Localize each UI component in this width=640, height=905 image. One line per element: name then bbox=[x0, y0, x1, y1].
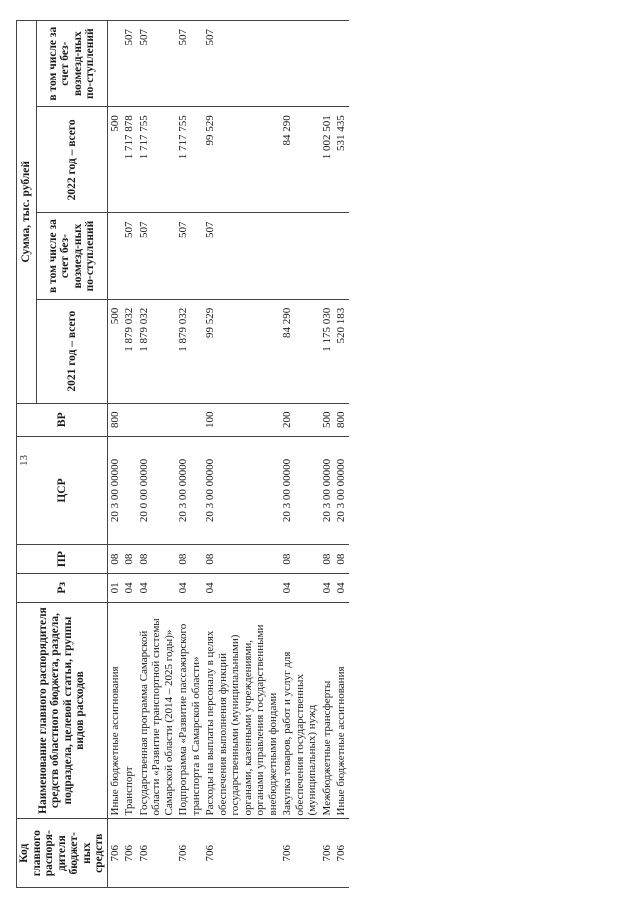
row-name: Закупка товаров, работ и услуг для обеспечения государственных (муниципальных) нужд bbox=[280, 602, 320, 819]
row-2021-total: 1 879 032 bbox=[176, 299, 203, 403]
row-rz: 04 bbox=[280, 573, 320, 602]
row-2021-sub bbox=[107, 213, 122, 299]
table-header bbox=[17, 21, 108, 888]
row-vr bbox=[176, 403, 203, 436]
row-2022-total: 531 435 bbox=[334, 107, 349, 213]
row-name: Иные бюджетные ассигнования bbox=[107, 602, 122, 819]
row-csr: 20 3 00 00000 bbox=[334, 436, 349, 544]
row-2022-total: 1 717 755 bbox=[176, 107, 203, 213]
row-code: 706 bbox=[203, 819, 280, 888]
header-sum-group: Сумма, тыс. рублей bbox=[17, 21, 37, 404]
table-row bbox=[176, 21, 203, 888]
row-2022-total: 1 717 878 bbox=[122, 107, 137, 213]
row-rz: 01 bbox=[107, 573, 122, 602]
row-pr: 08 bbox=[320, 545, 335, 574]
row-2022-sub: 507 bbox=[137, 21, 177, 107]
table-row bbox=[203, 21, 280, 888]
row-csr: 20 0 00 00000 bbox=[137, 436, 177, 544]
row-rz: 04 bbox=[122, 573, 137, 602]
row-2021-total: 500 bbox=[107, 299, 122, 403]
row-code: 706 bbox=[280, 819, 320, 888]
row-vr: 800 bbox=[107, 403, 122, 436]
row-code: 706 bbox=[137, 819, 177, 888]
row-code: 706 bbox=[320, 819, 335, 888]
header-2021-sub: в том числе за счет без-возмезд-ных по-ступлений bbox=[37, 213, 107, 299]
row-2021-total: 99 529 bbox=[203, 299, 280, 403]
row-vr: 200 bbox=[280, 403, 320, 436]
row-name: Подпрограмма «Развитие пассажирского транспорта в Самарской области» bbox=[176, 602, 203, 819]
row-code: 706 bbox=[107, 819, 122, 888]
row-vr: 500 bbox=[320, 403, 335, 436]
table-row bbox=[107, 21, 122, 888]
rotated-page bbox=[16, 20, 606, 888]
row-2021-sub bbox=[320, 213, 335, 299]
row-2022-total: 99 529 bbox=[203, 107, 280, 213]
row-csr: 20 3 00 00000 bbox=[176, 436, 203, 544]
row-rz: 04 bbox=[137, 573, 177, 602]
header-csr: ЦСР bbox=[17, 436, 108, 544]
header-vr: ВР bbox=[17, 403, 108, 436]
budget-table bbox=[16, 20, 349, 888]
row-2022-sub bbox=[320, 21, 335, 107]
table-row bbox=[320, 21, 335, 888]
row-csr: 20 3 00 00000 bbox=[203, 436, 280, 544]
row-csr: 20 3 00 00000 bbox=[107, 436, 122, 544]
row-csr: 20 3 00 00000 bbox=[320, 436, 335, 544]
row-2022-total: 84 290 bbox=[280, 107, 320, 213]
table-row bbox=[334, 21, 349, 888]
row-2021-total: 1 879 032 bbox=[122, 299, 137, 403]
row-code: 706 bbox=[176, 819, 203, 888]
table-row bbox=[280, 21, 320, 888]
row-rz: 04 bbox=[176, 573, 203, 602]
header-2022-sub: в том числе за счет без-возмезд-ных по-ступлений bbox=[37, 21, 107, 107]
row-2022-sub bbox=[334, 21, 349, 107]
row-2021-sub: 507 bbox=[203, 213, 280, 299]
table-row bbox=[122, 21, 137, 888]
row-2021-total: 1 879 032 bbox=[137, 299, 177, 403]
row-2021-total: 84 290 bbox=[280, 299, 320, 403]
row-csr bbox=[122, 436, 137, 544]
row-2022-sub: 507 bbox=[203, 21, 280, 107]
row-rz: 04 bbox=[334, 573, 349, 602]
row-code: 706 bbox=[122, 819, 137, 888]
row-2021-sub bbox=[280, 213, 320, 299]
row-2021-total: 520 183 bbox=[334, 299, 349, 403]
row-2021-sub: 507 bbox=[137, 213, 177, 299]
row-vr: 100 bbox=[203, 403, 280, 436]
row-rz: 04 bbox=[320, 573, 335, 602]
row-2022-total: 500 bbox=[107, 107, 122, 213]
row-2022-total: 1 002 501 bbox=[320, 107, 335, 213]
row-rz: 04 bbox=[203, 573, 280, 602]
table-body bbox=[107, 21, 349, 888]
header-2022-total: 2022 год – всего bbox=[37, 107, 107, 213]
row-2022-sub: 507 bbox=[176, 21, 203, 107]
row-vr: 800 bbox=[334, 403, 349, 436]
table-row bbox=[137, 21, 177, 888]
row-2021-total: 1 175 030 bbox=[320, 299, 335, 403]
row-name: Транспорт bbox=[122, 602, 137, 819]
row-2021-sub: 507 bbox=[176, 213, 203, 299]
page-number: 13 bbox=[18, 455, 30, 466]
row-pr: 08 bbox=[203, 545, 280, 574]
header-pr: ПР bbox=[17, 545, 108, 574]
row-csr: 20 3 00 00000 bbox=[280, 436, 320, 544]
row-pr: 08 bbox=[334, 545, 349, 574]
row-name: Расходы на выплаты персоналу в целях обеспечения выполнения функций государственными (муниципальными) органами, казенными учреждениями, органами управления государственными внебюджетными фондами bbox=[203, 602, 280, 819]
row-pr: 08 bbox=[176, 545, 203, 574]
header-2021-total: 2021 год – всего bbox=[37, 299, 107, 403]
row-2022-sub bbox=[107, 21, 122, 107]
row-2022-sub bbox=[280, 21, 320, 107]
row-pr: 08 bbox=[122, 545, 137, 574]
row-vr bbox=[137, 403, 177, 436]
row-pr: 08 bbox=[137, 545, 177, 574]
header-rz: Рз bbox=[17, 573, 108, 602]
row-name: Межбюджетные трансферты bbox=[320, 602, 335, 819]
row-code: 706 bbox=[334, 819, 349, 888]
row-2022-sub: 507 bbox=[122, 21, 137, 107]
row-2021-sub: 507 bbox=[122, 213, 137, 299]
row-2021-sub bbox=[334, 213, 349, 299]
row-name: Иные бюджетные ассигнования bbox=[334, 602, 349, 819]
header-name: Наименование главного распорядителя средств областного бюджета, раздела, подраздела, целевой статьи, группы видов расходов bbox=[17, 602, 108, 819]
header-code: Код главного распоря-дителя бюджет-ных средств bbox=[17, 819, 108, 888]
row-pr: 08 bbox=[107, 545, 122, 574]
row-2022-total: 1 717 755 bbox=[137, 107, 177, 213]
row-vr bbox=[122, 403, 137, 436]
row-name: Государственная программа Самарской области «Развитие транспортной системы Самарской области (2014 – 2025 годы)» bbox=[137, 602, 177, 819]
row-pr: 08 bbox=[280, 545, 320, 574]
